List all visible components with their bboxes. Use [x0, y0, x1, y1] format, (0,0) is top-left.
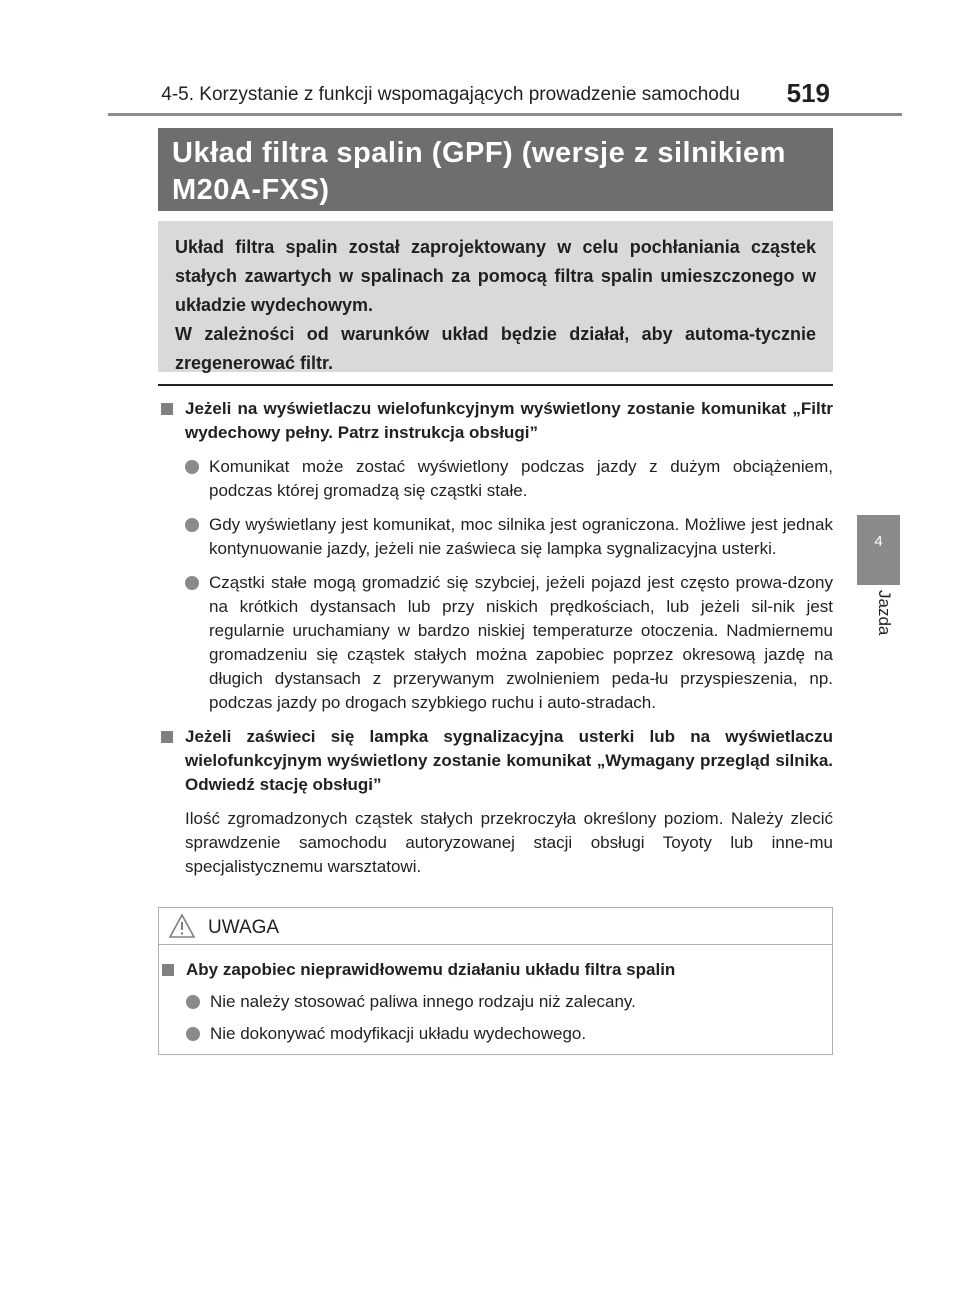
warning-body — [159, 945, 832, 1046]
circle-bullet-icon — [186, 1027, 200, 1041]
warning-header — [159, 908, 832, 945]
intro-paragraph: W zależności od warunków układ będzie działał, aby automa-tycznie zregenerować filtr. — [175, 324, 816, 373]
page-number: 519 — [786, 78, 830, 108]
square-bullet-icon — [161, 731, 173, 743]
list-item: Nie dokonywać modyfikacji układu wydechowego. — [159, 1022, 832, 1046]
circle-bullet-icon — [186, 995, 200, 1009]
warning-box — [158, 907, 833, 1055]
list-item: Gdy wyświetlany jest komunikat, moc silnika jest ograniczona. Możliwe jest jednak kontynuowanie jazdy, jeżeli nie zaświeca się lampka sygnalizacyjna usterki. — [158, 513, 833, 561]
chapter-tab: 4 — [857, 515, 900, 585]
section-heading: Jeżeli zaświeci się lampka sygnalizacyjna usterki lub na wyświetlaczu wielofunkcyjnym wyświetlony zostanie komunikat „Wymagany przegląd silnika. Odwiedź stację obsługi” — [158, 725, 833, 797]
square-bullet-icon — [161, 403, 173, 415]
warning-title: UWAGA — [208, 917, 280, 938]
page-header — [160, 78, 830, 108]
page-title: Układ filtra spalin (GPF) (wersje z silnikiem M20A-FXS) — [158, 128, 833, 211]
square-bullet-icon — [162, 964, 174, 976]
circle-bullet-icon — [185, 518, 199, 532]
main-content — [158, 397, 833, 889]
section-paragraph: Ilość zgromadzonych cząstek stałych przekroczyła określony poziom. Należy zlecić sprawdzenie samochodu autoryzowanej stacji obsługi Toyoty lub inne-mu specjalistycznemu warsztatowi. — [185, 809, 833, 876]
chapter-label: Jazda — [875, 590, 894, 636]
header-divider — [108, 113, 902, 116]
list-item: Nie należy stosować paliwa innego rodzaju niż zalecany. — [159, 990, 832, 1014]
section-title: 4-5. Korzystanie z funkcji wspomagających prowadzenie samochodu — [161, 84, 740, 105]
circle-bullet-icon — [185, 460, 199, 474]
intro-box — [158, 221, 833, 372]
section-divider — [158, 384, 833, 386]
warning-triangle-icon — [169, 914, 195, 938]
list-item: Cząstki stałe mogą gromadzić się szybciej, jeżeli pojazd jest często prowa-dzony na krótkich dystansach lub przy niskich prędkościach, lub jeżeli sil-nik jest regularnie uruchamiany w bardzo niskiej temperaturze otoczenia. Nadmiernemu gromadzeniu się cząstek stałych można zapobiec poprzez okresową jazdę na długich dystansach z przerywanym zwolnieniem peda-łu przyspieszenia, np. podczas jazdy po drogach szybkiego ruchu i auto-stradach. — [158, 571, 833, 715]
circle-bullet-icon — [185, 576, 199, 590]
warning-heading: Aby zapobiec nieprawidłowemu działaniu układu filtra spalin — [159, 958, 832, 982]
intro-paragraph: Układ filtra spalin został zaprojektowany w celu pochłaniania cząstek stałych zawartych w spalinach za pomocą filtra spalin umieszczonego w układzie wydechowym. — [175, 237, 816, 315]
list-item: Komunikat może zostać wyświetlony podczas jazdy z dużym obciążeniem, podczas której gromadzą się cząstki stałe. — [158, 455, 833, 503]
section-heading: Jeżeli na wyświetlaczu wielofunkcyjnym wyświetlony zostanie komunikat „Filtr wydechowy pełny. Patrz instrukcja obsługi” — [158, 397, 833, 445]
